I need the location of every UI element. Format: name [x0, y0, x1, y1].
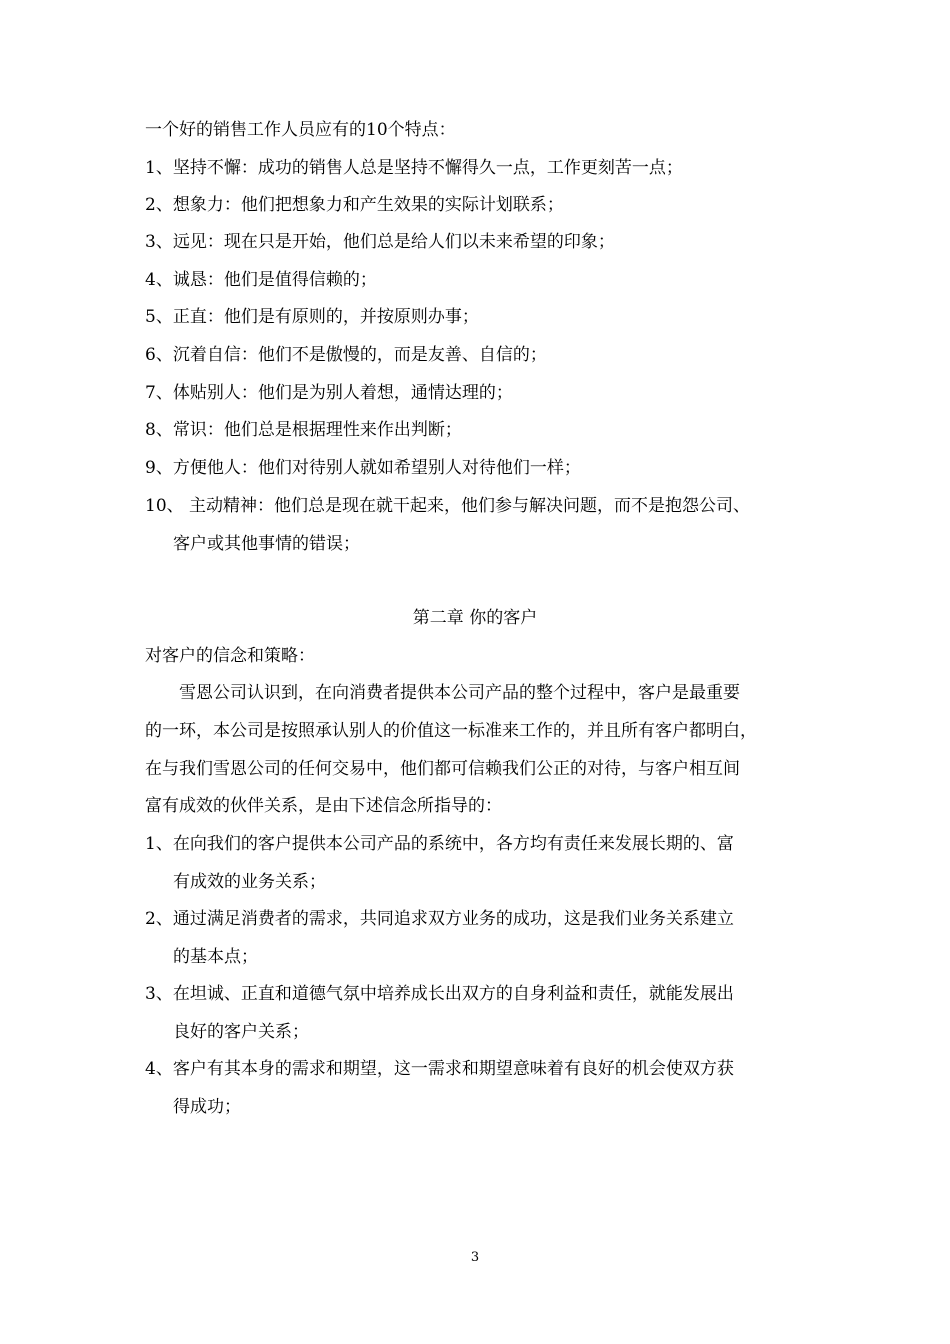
- list-item: 7、体贴别人：他们是为别人着想，通情达理的；: [145, 383, 513, 403]
- belief-item-continuation: 良好的客户关系；: [173, 1022, 309, 1042]
- list-item-continuation: 客户或其他事情的错误；: [173, 534, 360, 554]
- list-item: 6、沉着自信：他们不是傲慢的，而是友善、自信的；: [145, 345, 547, 365]
- paragraph-line: 的一环，本公司是按照承认别人的价值这一标准来工作的，并且所有客户都明白，: [145, 721, 757, 741]
- belief-item-continuation: 有成效的业务关系；: [173, 872, 326, 892]
- page-number: 3: [470, 1250, 480, 1265]
- chapter-heading: 第二章 你的客户: [412, 608, 538, 628]
- belief-item: 3、在坦诚、正直和道德气氛中培养成长出双方的自身利益和责任，就能发展出: [145, 984, 734, 1004]
- belief-item: 1、在向我们的客户提供本公司产品的系统中，各方均有责任来发展长期的、富: [145, 834, 734, 854]
- paragraph-line: 雪恩公司认识到，在向消费者提供本公司产品的整个过程中，客户是最重要: [179, 683, 740, 703]
- belief-item-continuation: 的基本点；: [173, 947, 258, 967]
- list-item: 5、正直：他们是有原则的，并按原则办事；: [145, 307, 479, 327]
- list-item: 2、想象力：他们把想象力和产生效果的实际计划联系；: [145, 195, 564, 215]
- list-item: 3、远见：现在只是开始，他们总是给人们以未来希望的印象；: [145, 232, 615, 252]
- list-item: 10、 主动精神：他们总是现在就干起来，他们参与解决问题，而不是抱怨公司、: [145, 496, 751, 516]
- paragraph-line: 富有成效的伙伴关系，是由下述信念所指导的：: [145, 796, 502, 816]
- section-title: 一个好的销售工作人员应有的10个特点：: [145, 120, 456, 140]
- list-item: 8、常识：他们总是根据理性来作出判断；: [145, 420, 462, 440]
- belief-item: 4、客户有其本身的需求和期望，这一需求和期望意味着有良好的机会使双方获: [145, 1059, 734, 1079]
- list-item: 4、诚恳：他们是值得信赖的；: [145, 270, 377, 290]
- list-item: 1、坚持不懈：成功的销售人总是坚持不懈得久一点，工作更刻苦一点；: [145, 158, 683, 178]
- belief-item: 2、通过满足消费者的需求，共同追求双方业务的成功，这是我们业务关系建立: [145, 909, 734, 929]
- list-item: 9、方便他人：他们对待别人就如希望别人对待他们一样；: [145, 458, 581, 478]
- paragraph-line: 在与我们雪恩公司的任何交易中，他们都可信赖我们公正的对待，与客户相互间: [145, 759, 740, 779]
- section-subheading: 对客户的信念和策略：: [145, 646, 315, 666]
- belief-item-continuation: 得成功；: [173, 1097, 241, 1117]
